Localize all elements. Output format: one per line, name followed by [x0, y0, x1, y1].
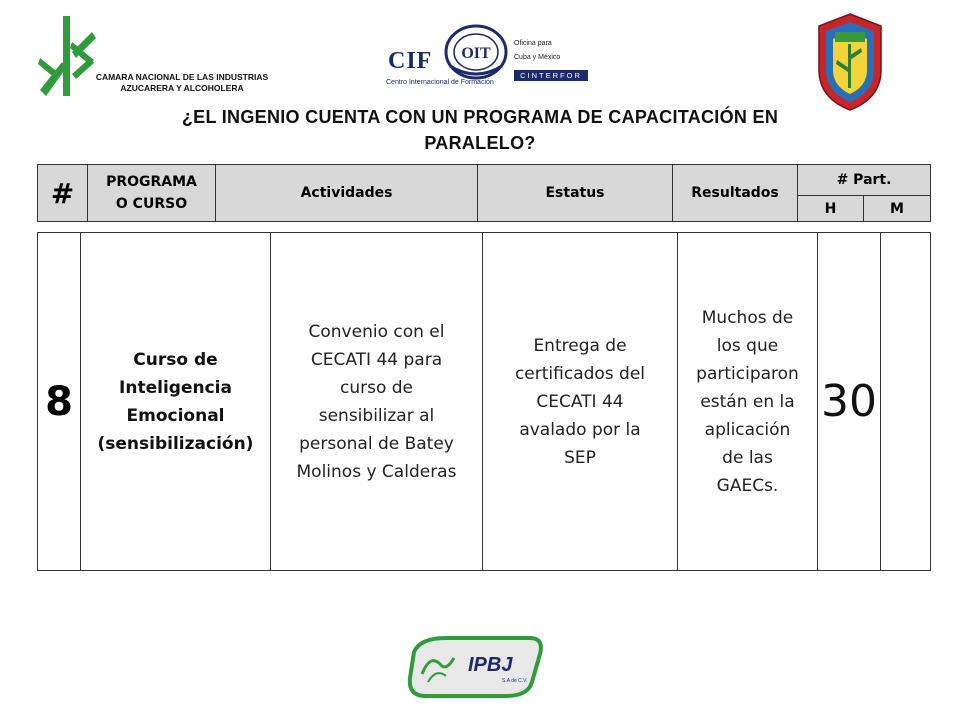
cnia-org-name: CAMARA NACIONAL DE LAS INDUSTRIAS AZUCARERA Y ALCOHOLERA: [95, 72, 269, 93]
status-cell: Entrega de certificados del CECATI 44 avalado por la SEP: [483, 233, 678, 571]
activities-cell: Convenio con el CECATI 44 para curso de sensibilizar al personal de Batey Molinos y Calderas: [271, 233, 483, 571]
header-h: H: [798, 196, 864, 222]
cif-subtitle: Centro Internacional de Formación: [386, 79, 494, 86]
row-number: 8: [38, 233, 81, 571]
m-count: [881, 233, 931, 571]
page-title: ¿EL INGENIO CUENTA CON UN PROGRAMA DE CAPACITACIÓN EN PARALELO?: [181, 107, 779, 153]
oit-emblem-text: OIT: [461, 45, 491, 62]
h-count: 30: [818, 233, 881, 571]
ipbj-subtext: S.A de C.V.: [502, 678, 528, 684]
crest-shield-icon: [815, 12, 885, 112]
cnia-logo: [30, 12, 269, 102]
table-header: [37, 164, 931, 222]
course-name: Curso de Inteligencia Emocional (sensibilización): [81, 233, 271, 571]
header-m: M: [864, 196, 931, 222]
oit-emblem-icon: [442, 22, 510, 80]
crest-logo: [815, 12, 885, 112]
header-resultados: Resultados: [673, 165, 798, 222]
course-table: [37, 232, 931, 571]
cif-wordmark: CIF: [388, 48, 433, 74]
header-participants: # Part.: [798, 165, 931, 196]
table-row: [38, 233, 931, 571]
ipbj-logo: [406, 634, 546, 700]
header-number: #: [38, 165, 88, 222]
cinterfor-badge: CINTERFOR: [514, 70, 588, 81]
cif-oit-logo: [384, 22, 594, 94]
ipbj-badge-icon: [406, 634, 546, 700]
header-actividades: Actividades: [216, 165, 478, 222]
ipbj-wordmark: IPBJ: [468, 654, 513, 676]
oficina-text: Oficina para Cuba y México: [514, 40, 561, 61]
header-programa: PROGRAMA O CURSO: [88, 165, 216, 222]
results-cell: Muchos de los que participaron están en la aplicación de las GAECs.: [678, 233, 818, 571]
header-estatus: Estatus: [478, 165, 673, 222]
